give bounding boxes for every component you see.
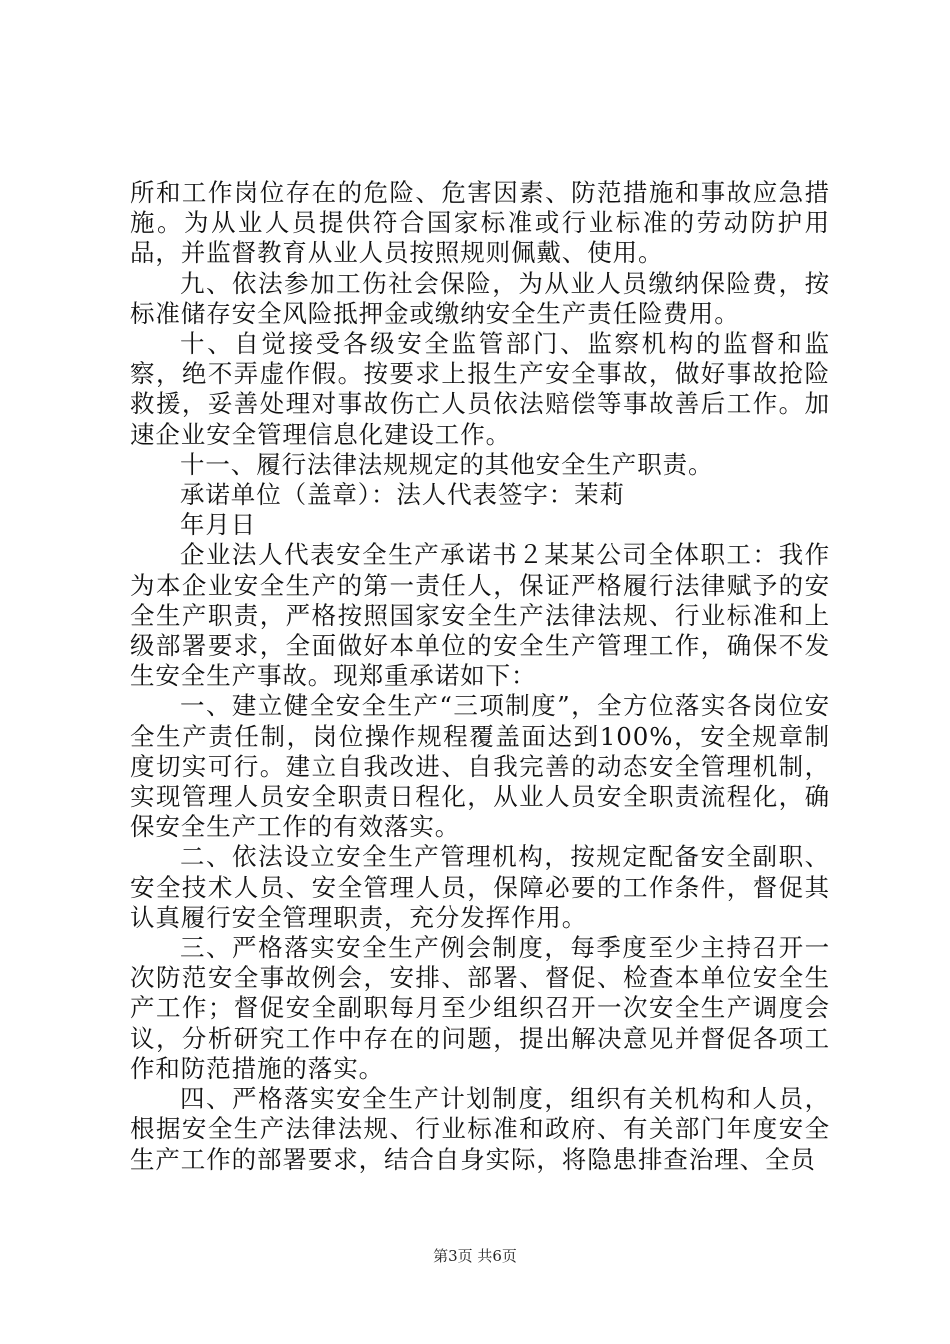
signature-line: 承诺单位（盖章）：法人代表签字：茉莉: [180, 480, 625, 510]
paragraph-item-9: 九、依法参加工伤社会保险，为从业人员缴纳保险费，按标准储存安全风险抵押金或缴纳安全生产责任险费用。: [130, 268, 830, 328]
page-number-footer: 第3页 共6页: [433, 1247, 517, 1265]
paragraph-item-11: 十一、履行法律法规规定的其他安全生产职责。: [180, 449, 714, 479]
paragraph-pledge-1: 一、建立健全安全生产“三项制度”，全方位落实各岗位安全生产责任制，岗位操作规程覆盖面达到100%，安全规章制度切实可行。建立自我改进、自我完善的动态安全管理机制，实现管理人员安全职责日程化，从业人员安全职责流程化，确保安全生产工作的有效落实。: [130, 691, 830, 842]
date-line: 年月日: [180, 510, 257, 540]
paragraph-continuation: 所和工作岗位存在的危险、危害因素、防范措施和事故应急措施。为从业人员提供符合国家标准或行业标准的劳动防护用品，并监督教育从业人员按照规则佩戴、使用。: [130, 178, 830, 268]
paragraph-pledge-4: 四、严格落实安全生产计划制度，组织有关机构和人员，根据安全生产法律法规、行业标准和政府、有关部门年度安全生产工作的部署要求，结合自身实际，将隐患排查治理、全员: [130, 1084, 830, 1174]
paragraph-pledge-2: 二、依法设立安全生产管理机构，按规定配备安全副职、安全技术人员、安全管理人员，保障必要的工作条件，督促其认真履行安全管理职责，充分发挥作用。: [130, 842, 830, 932]
paragraph-item-10: 十、自觉接受各级安全监管部门、监察机构的监督和监察，绝不弄虚作假。按要求上报生产安全事故，做好事故抢险救援，妥善处理对事故伤亡人员依法赔偿等事故善后工作。加速企业安全管理信息化建设工作。: [130, 329, 830, 449]
paragraph-pledge-3: 三、严格落实安全生产例会制度，每季度至少主持召开一次防范安全事故例会，安排、部署、督促、检查本单位安全生产工作；督促安全副职每月至少组织召开一次安全生产调度会议，分析研究工作中存在的问题，提出解决意见并督促各项工作和防范措施的落实。: [130, 933, 830, 1083]
paragraph-pledge-intro: 企业法人代表安全生产承诺书２某某公司全体职工：我作为本企业安全生产的第一责任人，保证严格履行法律赋予的安全生产职责，严格按照国家安全生产法律法规、行业标准和上级部署要求，全面做好本单位的安全生产管理工作，确保不发生安全生产事故。现郑重承诺如下：: [130, 540, 830, 691]
document-body: [130, 178, 830, 1175]
